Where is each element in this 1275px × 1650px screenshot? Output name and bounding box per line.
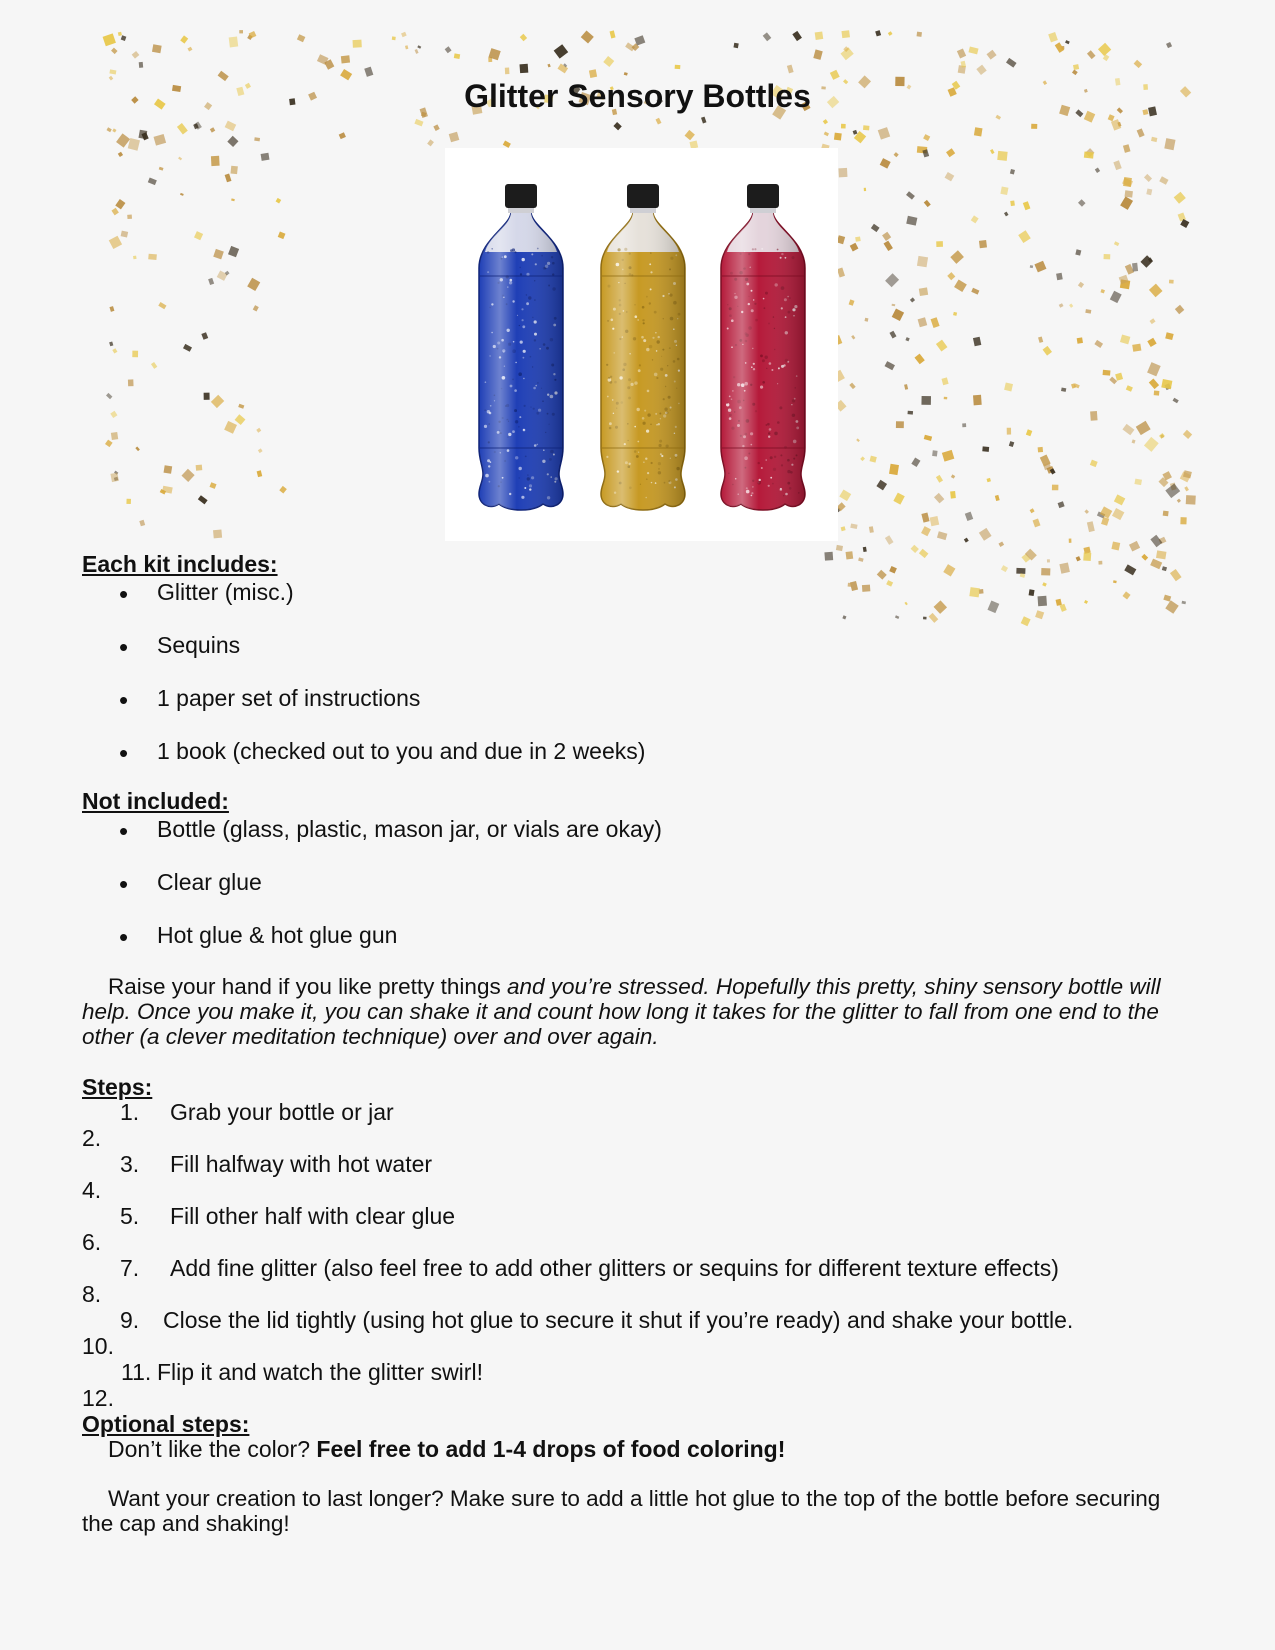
bottle-cap-ring [630, 208, 656, 213]
page-title: Glitter Sensory Bottles [464, 78, 811, 114]
step-number: 5. [120, 1203, 140, 1229]
bullet: • [119, 738, 129, 768]
step-number: 7. [120, 1255, 140, 1281]
gold-glitter-bottle [601, 184, 685, 510]
last-longer-tip: Want your creation to last longer? Make sure to add a little hot glue to the top of the bottle before securing the cap and shaking! [82, 1486, 1161, 1536]
step-number: 1. [120, 1099, 140, 1125]
not-included-item: Clear glue [157, 869, 262, 895]
color-tip-bold-text: Feel free to add 1-4 drops of food coloring! [316, 1436, 786, 1462]
kit-item: Glitter (misc.) [157, 579, 294, 605]
bottle-shine [721, 206, 805, 510]
step-number: 9. [120, 1307, 140, 1333]
step-text: Fill halfway with hot water [170, 1151, 433, 1177]
intro-text: Raise your hand if you like pretty things [108, 974, 507, 999]
blue-glitter-bottle [479, 184, 563, 510]
bullet: • [119, 685, 129, 715]
bottle-cap [505, 184, 537, 208]
bullet: • [119, 579, 129, 609]
not-included-heading: Not included: [82, 788, 229, 814]
stray-number: 6. [82, 1229, 102, 1255]
red-glitter-bottle [721, 184, 805, 510]
intro-italic-text: and you’re stressed. Hopefully this pretty, shiny sensory bottle will help. Once you make it, you can shake it and count how long it takes for the glitter to fall from one end to the other (a clever meditation technique) over and over again. [82, 974, 1161, 1049]
bullet: • [119, 869, 129, 899]
step-text: Grab your bottle or jar [170, 1099, 394, 1125]
color-tip-text: Don’t like the color? [108, 1436, 317, 1462]
not-included-item: Hot glue & hot glue gun [157, 922, 398, 948]
bullet: • [119, 632, 129, 662]
stray-number: 4. [82, 1177, 102, 1203]
intro-paragraph [82, 974, 1194, 1049]
not-included-item: Bottle (glass, plastic, mason jar, or vials are okay) [157, 816, 662, 842]
bullet: • [119, 816, 129, 846]
stray-number: 12. [82, 1385, 114, 1411]
bottle-shine [601, 206, 685, 510]
bullet: • [119, 922, 129, 952]
kit-item: 1 book (checked out to you and due in 2 weeks) [157, 738, 646, 764]
bottle-shine [479, 206, 563, 510]
bottle-cap-ring [750, 208, 776, 213]
kit-heading: Each kit includes: [82, 551, 278, 577]
stray-number: 8. [82, 1281, 102, 1307]
step-text: Fill other half with clear glue [170, 1203, 456, 1229]
bottle-cap [627, 184, 659, 208]
step-text: Flip it and watch the glitter swirl! [157, 1359, 483, 1385]
step-number: 11. [121, 1359, 152, 1385]
color-tip [108, 1436, 785, 1462]
bottle-cap-ring [508, 208, 534, 213]
step-text: Add fine glitter (also feel free to add other glitters or sequins for different texture effects) [170, 1255, 1059, 1281]
step-number: 3. [120, 1151, 140, 1177]
kit-item: Sequins [157, 632, 241, 658]
bottle-cap [747, 184, 779, 208]
bottles-photo [445, 148, 838, 541]
kit-item: 1 paper set of instructions [157, 685, 421, 711]
stray-number: 10. [82, 1333, 114, 1359]
optional-heading: Optional steps: [82, 1411, 250, 1437]
step-text: Close the lid tightly (using hot glue to secure it shut if you’re ready) and shake your bottle. [163, 1307, 1074, 1333]
stray-number: 2. [82, 1125, 102, 1151]
steps-heading: Steps: [82, 1074, 153, 1100]
